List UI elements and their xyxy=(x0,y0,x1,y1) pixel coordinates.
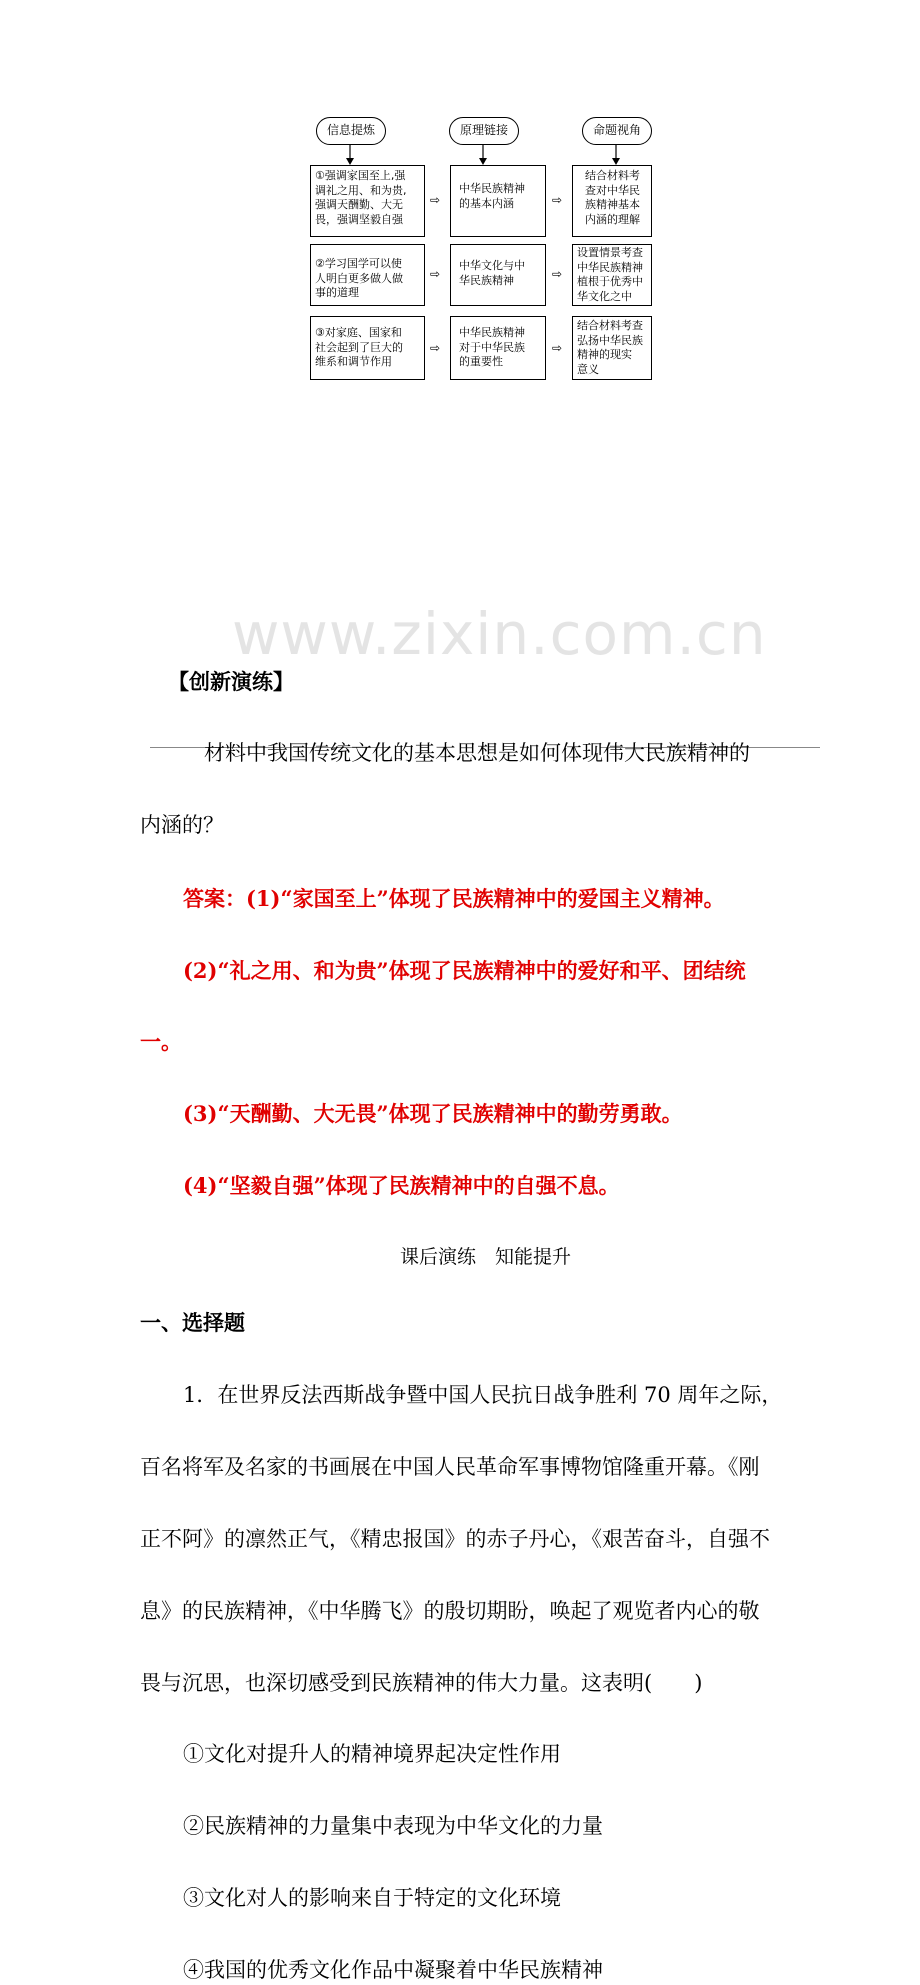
angle-3-line-2: 弘扬中华民族 xyxy=(577,333,643,347)
angle-1-line-2: 查对中华民 xyxy=(585,183,640,197)
angle-2-line-3: 植根于优秀中 xyxy=(577,275,643,288)
section-title: 【创新演练】 xyxy=(168,669,294,694)
info-1-line-3: 强调天酬勤、大无 xyxy=(315,198,403,211)
info-box-2 xyxy=(310,244,425,306)
arrow-right-icon: ⇨ xyxy=(552,193,563,207)
answer-1: (1)“家国至上”体现了民族精神中的爱国主义精神。 xyxy=(246,886,725,911)
angle-box-2 xyxy=(572,244,652,306)
q1-option-2: ②民族精神的力量集中表现为中华文化的力量 xyxy=(183,1814,603,1838)
principle-box-2 xyxy=(450,244,546,306)
part-title: 一、选择题 xyxy=(140,1310,245,1335)
header-principle-link: 原理链接 xyxy=(449,117,519,145)
arrow-right-icon: ⇨ xyxy=(552,341,563,355)
principle-3-line-2: 对于中华民族 xyxy=(459,340,525,354)
answer-2-line-2: 一。 xyxy=(140,1029,182,1054)
question-line-2: 内涵的？ xyxy=(140,813,224,837)
principle-3-line-3: 的重要性 xyxy=(459,355,503,368)
info-2-line-2: 人明白更多做人做 xyxy=(315,271,403,285)
info-3-line-2: 社会起到了巨大的 xyxy=(315,340,403,354)
angle-2-line-4: 华文化之中 xyxy=(577,289,632,303)
arrow-right-icon: ⇨ xyxy=(430,341,441,355)
info-1-line-1: ①强调家国至上,强 xyxy=(315,169,406,182)
info-3-line-3: 维系和调节作用 xyxy=(315,355,392,368)
angle-1-line-4: 内涵的理解 xyxy=(585,212,640,226)
angle-box-1 xyxy=(572,165,652,237)
angle-3-line-4: 意义 xyxy=(577,362,599,376)
answer-4: (4)“坚毅自强”体现了民族精神中的自强不息。 xyxy=(183,1173,620,1198)
header-info-extraction: 信息提炼 xyxy=(316,117,386,145)
angle-1-line-3: 族精神基本 xyxy=(585,198,640,211)
q1-option-1: ①文化对提升人的精神境界起决定性作用 xyxy=(183,1742,561,1766)
q1-option-3: ③文化对人的影响来自于特定的文化环境 xyxy=(183,1886,561,1910)
principle-1-line-1: 中华民族精神 xyxy=(459,182,525,195)
info-1-line-4: 畏，强调坚毅自强 xyxy=(315,212,403,226)
watermark: www.zixin.com.cn xyxy=(232,600,767,668)
info-2-line-3: 事的道理 xyxy=(315,286,359,299)
info-2-line-1: ②学习国学可以使 xyxy=(315,257,402,270)
principle-2-line-2: 华民族精神 xyxy=(459,273,514,287)
concept-diagram xyxy=(300,112,660,382)
angle-2-line-1: 设置情景考查 xyxy=(577,246,643,259)
principle-box-3 xyxy=(450,316,546,380)
answer-3: (3)“天酬勤、大无畏”体现了民族精神中的勤劳勇敢。 xyxy=(183,1101,683,1126)
q1-line-2: 百名将军及名家的书画展在中国人民革命军事博物馆隆重开幕。《刚 xyxy=(140,1455,760,1479)
principle-1-line-2: 的基本内涵 xyxy=(459,196,514,210)
info-1-line-2: 调礼之用、和为贵, xyxy=(315,183,407,197)
angle-3-line-1: 结合材料考查 xyxy=(577,319,643,332)
header-question-angle: 命题视角 xyxy=(582,117,652,145)
answer-2-line-1: (2)“礼之用、和为贵”体现了民族精神中的爱好和平、团结统 xyxy=(183,958,746,983)
principle-2-line-1: 中华文化与中 xyxy=(459,259,525,272)
angle-1-line-1: 结合材料考 xyxy=(585,169,640,182)
q1-line-1: 1．在世界反法西斯战争暨中国人民抗日战争胜利 70 周年之际， xyxy=(183,1383,783,1407)
angle-box-3 xyxy=(572,316,652,380)
q1-option-4: ④我国的优秀文化作品中凝聚着中华民族精神 xyxy=(183,1958,603,1982)
q1-line-4: 息》的民族精神，《中华腾飞》的殷切期盼，唤起了观览者内心的敬 xyxy=(140,1599,760,1623)
answer-line-1 xyxy=(183,884,843,914)
info-3-line-1: ③对家庭、国家和 xyxy=(315,326,402,339)
q1-line-5: 畏与沉思，也深切感受到民族精神的伟大力量。这表明( ) xyxy=(140,1671,703,1695)
info-box-3 xyxy=(310,316,425,380)
arrow-right-icon: ⇨ xyxy=(430,267,441,281)
q1-line-3: 正不阿》的凛然正气，《精忠报国》的赤子丹心，《艰苦奋斗，自强不 xyxy=(140,1527,770,1551)
info-box-1 xyxy=(310,165,425,237)
arrow-right-icon: ⇨ xyxy=(430,193,441,207)
principle-box-1 xyxy=(450,165,546,237)
question-line-1: 材料中我国传统文化的基本思想是如何体现伟大民族精神的 xyxy=(204,741,750,765)
angle-3-line-3: 精神的现实 xyxy=(577,348,632,361)
arrow-right-icon: ⇨ xyxy=(552,267,563,281)
answer-label: 答案： xyxy=(183,886,246,911)
separator-title: 课后演练 知能提升 xyxy=(400,1246,572,1268)
angle-2-line-2: 中华民族精神 xyxy=(577,260,643,274)
principle-3-line-1: 中华民族精神 xyxy=(459,326,525,339)
